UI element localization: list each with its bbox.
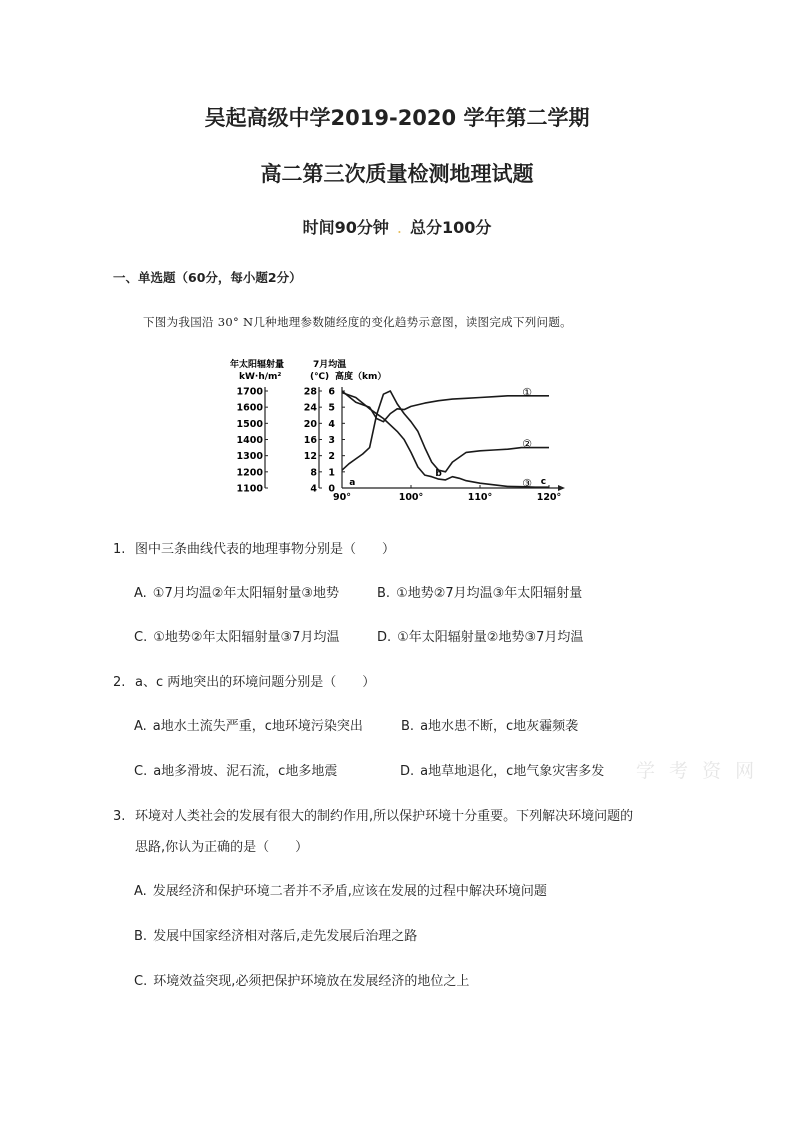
point-label-c: c: [540, 476, 547, 487]
tick-temperature: 12: [303, 451, 317, 463]
tick-temperature: 16: [303, 435, 317, 446]
option-2b[interactable]: [401, 715, 578, 734]
exam-time-info: [0, 215, 794, 238]
axis-label-elevation: 高度（km）: [335, 372, 387, 382]
series-line-1: [342, 391, 549, 422]
option-text: ①地势②7月均温③年太阳辐射量: [396, 586, 583, 601]
tick-radiation: 1600: [236, 402, 263, 414]
exam-duration: 时间90分钟: [302, 218, 389, 237]
option-text: 环境效益突现,必须把保护环境放在发展经济的地位之上: [153, 974, 470, 989]
option-text: ①年太阳辐射量②地势③7月均温: [397, 630, 584, 645]
question-number: 2.: [113, 675, 126, 690]
tick-elevation: 0: [328, 483, 335, 495]
point-label-a: a: [349, 477, 356, 488]
exam-total-score: 总分100分: [409, 218, 492, 237]
question-2: [113, 671, 375, 690]
tick-radiation: 1100: [236, 483, 263, 495]
series-label-3: ③: [522, 477, 532, 491]
question-3-continued: 思路,你认为正确的是（ ）: [135, 840, 309, 855]
tick-temperature: 4: [310, 483, 317, 495]
option-letter: A.: [134, 719, 147, 734]
question-text: 图中三条曲线代表的地理事物分别是（ ）: [135, 542, 396, 557]
tick-temperature: 20: [303, 418, 317, 430]
option-letter: A.: [134, 586, 147, 601]
exam-subtitle: 高二第三次质量检测地理试题: [260, 162, 534, 186]
x-axis-arrow: [558, 485, 565, 491]
tick-elevation: 6: [328, 386, 335, 398]
series-line-2: [342, 391, 549, 472]
option-text: a地水土流失严重，c地环境污染突出: [152, 719, 363, 734]
option-3a[interactable]: [134, 880, 547, 899]
option-text: a地水患不断，c地灰霾频袭: [420, 719, 579, 734]
tick-radiation: 1200: [236, 467, 263, 479]
option-letter: C.: [134, 630, 148, 645]
question-number: 1.: [113, 542, 126, 557]
x-tick-label: 120°: [536, 492, 562, 503]
tick-radiation: 1700: [236, 386, 263, 398]
option-2c[interactable]: [134, 760, 337, 779]
series-label-2: ②: [522, 437, 532, 451]
question-text: 环境对人类社会的发展有很大的制约作用,所以保护环境十分重要。下列解决环境问题的: [135, 809, 634, 824]
option-3b[interactable]: [134, 925, 417, 944]
separator-dot: .: [396, 218, 402, 237]
tick-radiation: 1300: [236, 451, 263, 463]
option-2d[interactable]: [400, 760, 604, 779]
option-text: 发展中国家经济相对落后,走先发展后治理之路: [153, 929, 418, 944]
tick-temperature: 28: [303, 386, 317, 398]
axis-label-temperature: 7月均温: [313, 360, 347, 370]
option-1b[interactable]: [377, 582, 582, 601]
option-text: a地多滑坡、泥石流，c地多地震: [153, 764, 338, 779]
axis-unit-radiation: kW·h/m²: [239, 372, 282, 382]
tick-elevation: 2: [328, 451, 335, 463]
tick-radiation: 1500: [236, 418, 263, 430]
point-label-b: b: [435, 468, 442, 479]
question-number: 3.: [113, 809, 126, 824]
option-letter: C.: [134, 764, 148, 779]
geo-parameter-chart: [225, 354, 565, 512]
tick-elevation: 4: [328, 418, 335, 430]
axis-unit-temperature: (℃): [310, 372, 330, 382]
tick-elevation: 5: [328, 402, 335, 414]
option-letter: C.: [134, 974, 148, 989]
series-label-1: ①: [522, 385, 532, 399]
option-letter: A.: [134, 884, 147, 899]
tick-elevation: 1: [328, 467, 335, 479]
option-letter: B.: [377, 586, 391, 601]
x-tick-label: 100°: [398, 492, 424, 503]
option-text: a地草地退化，c地气象灾害多发: [420, 764, 605, 779]
tick-temperature: 24: [303, 402, 317, 414]
option-1c[interactable]: [134, 626, 339, 645]
option-3c[interactable]: [134, 970, 469, 989]
option-2a[interactable]: [134, 715, 363, 734]
x-tick-label: 110°: [467, 492, 493, 503]
option-text: ①地势②年太阳辐射量③7月均温: [153, 630, 340, 645]
question-intro: 下图为我国沿 30° N几种地理参数随经度的变化趋势示意图，读图完成下列问题。: [143, 315, 572, 329]
option-text: ①7月均温②年太阳辐射量③地势: [152, 586, 340, 601]
question-text: a、c 两地突出的环境问题分别是（ ）: [135, 675, 376, 690]
axis-label-radiation: 年太阳辐射量: [230, 360, 285, 370]
watermark: 学 考 资 网: [636, 760, 759, 782]
option-letter: B.: [401, 719, 415, 734]
tick-temperature: 8: [310, 467, 317, 479]
option-1a[interactable]: [134, 582, 339, 601]
section-heading: 一、单选题（60分，每小题2分）: [113, 270, 302, 285]
series-line-3: [342, 393, 549, 491]
option-letter: D.: [400, 764, 415, 779]
option-text: 发展经济和保护环境二者并不矛盾,应该在发展的过程中解决环境问题: [152, 884, 547, 899]
option-letter: D.: [377, 630, 392, 645]
x-tick-label: 90°: [333, 492, 351, 503]
exam-title: 吴起高级中学2019-2020 学年第二学期: [204, 106, 590, 130]
option-letter: B.: [134, 929, 148, 944]
question-3: [113, 805, 633, 824]
tick-radiation: 1400: [236, 435, 263, 446]
question-1: [113, 538, 395, 557]
option-1d[interactable]: [377, 626, 583, 645]
tick-elevation: 3: [328, 435, 335, 446]
